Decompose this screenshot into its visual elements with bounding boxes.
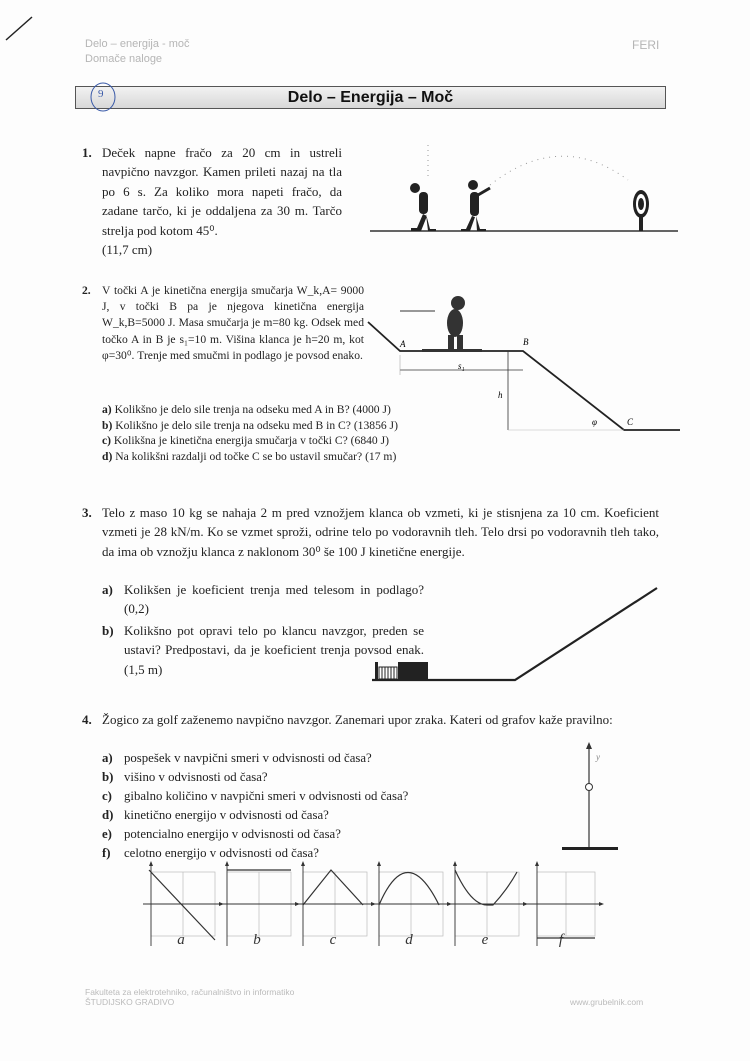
svg-text:φ: φ — [592, 417, 597, 427]
target-icon — [633, 190, 649, 231]
page-title: Delo – Energija – Moč — [75, 86, 666, 109]
graph-label-b: b — [253, 932, 261, 948]
problem-4-part-d: d) kinetično energijo v odvisnosti od časa? — [102, 808, 329, 822]
problem-2-part-b: b) Kolikšno je delo sile trenja na odseku med B in C? (13856 J) — [102, 418, 398, 432]
graph-label-a: a — [177, 932, 185, 948]
svg-text:h: h — [498, 390, 503, 400]
graph-label-e: e — [481, 932, 489, 948]
footer-website: www.grubelnik.com — [570, 997, 644, 1007]
problem-4-text: Žogico za golf zaženemo navpično navzgor. Zanemari upor zraka. Kateri od grafov kaže pravilno: — [102, 712, 613, 727]
footer-material: ŠTUDIJSKO GRADIVO — [85, 997, 175, 1007]
problem-4-part-f: f) celotno energijo v odvisnosti od časa? — [102, 846, 319, 860]
problem-4-part-c: c) gibalno količino v navpični smeri v odvisnosti od časa? — [102, 789, 409, 803]
problem-3-part-a: a) Kolikšen je koeficient trenja med telesom in podlago? (0,2) — [102, 582, 424, 617]
problem-2-parts — [102, 402, 398, 464]
problem-3-text: Telo z maso 10 kg se nahaja 2 m pred vznožjem klanca ob vzmeti, ki je stisnjena za 10 cm. Koeficient vzmeti je 28 kN/m. Ko se vzmet sproži, odrine telo po vodoravnih tleh. Telo drsi po vodoravnih tleh tako, da ima ob vznožju klanca z naklonom 30⁰ še 100 J kinetične energije. — [102, 505, 659, 559]
ski-slope-figure — [360, 285, 685, 440]
spring-incline-figure — [370, 585, 660, 685]
problem-3-number: 3. — [82, 505, 92, 520]
slingshot-figure — [370, 140, 680, 240]
pen-stroke-mark — [0, 0, 50, 50]
problem-4-part-e: e) potencialno energijo v odvisnosti od časa? — [102, 827, 341, 841]
problem-2-part-a: a) Kolikšno je delo sile trenja na odseku med A in B? (4000 J) — [102, 403, 391, 416]
graph-label-f: f — [558, 932, 564, 948]
problem-4-part-b: b) višino v odvisnosti od časa? — [102, 770, 268, 784]
graph-label-d: d — [405, 932, 413, 948]
problem-2-text: V točki A je kinetična energija smučarja W_k,A= 9000 J, v točki B pa je njegova kinetična energija W_k,B=5000 J. Masa smučarja je m=80 kg. Odsek med točko A in B je s₁=10 m. Višina klanca je h=20 m, kot φ=30⁰. Trenje med smučmi in podlago je povsod enako. — [102, 284, 364, 362]
footer-faculty: Fakulteta za elektrotehniko, računalništvo in informatiko — [85, 987, 295, 997]
handwritten-circle-mark — [88, 80, 128, 114]
problem-1-number: 1. — [82, 145, 92, 160]
problem-2-part-c: c) Kolikšna je kinetična energija smučarja v točki C? (6840 J) — [102, 434, 389, 447]
problem-4-number: 4. — [82, 712, 92, 727]
svg-text:s₁: s₁ — [458, 361, 465, 371]
header-course: Delo – energija - moč — [85, 38, 190, 50]
problem-2-number: 2. — [82, 284, 91, 297]
problem-1-answer: (11,7 cm) — [102, 242, 153, 258]
problem-3-part-b: b) Kolikšno pot opravi telo po klancu navzgor, preden se ustavi? Predpostavi, da je koeficient trenja povsod enak. (1,5 m) — [102, 622, 424, 677]
problem-4-parts — [102, 749, 408, 863]
svg-text:C: C — [627, 417, 634, 427]
problem-4-part-a: a) pospešek v navpični smeri v odvisnosti od časa? — [102, 751, 372, 765]
svg-text:B: B — [523, 337, 529, 347]
svg-text:9: 9 — [98, 88, 104, 100]
vertical-throw-figure — [560, 740, 620, 852]
header-org: FERI — [632, 38, 660, 52]
svg-text:A: A — [400, 339, 406, 349]
problem-2-part-d: d) Na kolikšni razdalji od točke C se bo ustavil smučar? (17 m) — [102, 449, 397, 463]
graph-label-c: c — [329, 932, 337, 948]
problem-1-text: Deček napne fračo za 20 cm in ustreli navpično navzgor. Kamen prileti nazaj na tla po 6 s. Za koliko mora napeti fračo, da zadane tarčo, ki je oddaljena za 30 m. Tarčo strelja pod kotom 45⁰. (11,7 cm) — [102, 143, 342, 259]
svg-text:y: y — [596, 752, 600, 762]
header-subtitle: Domače naloge — [85, 53, 163, 65]
